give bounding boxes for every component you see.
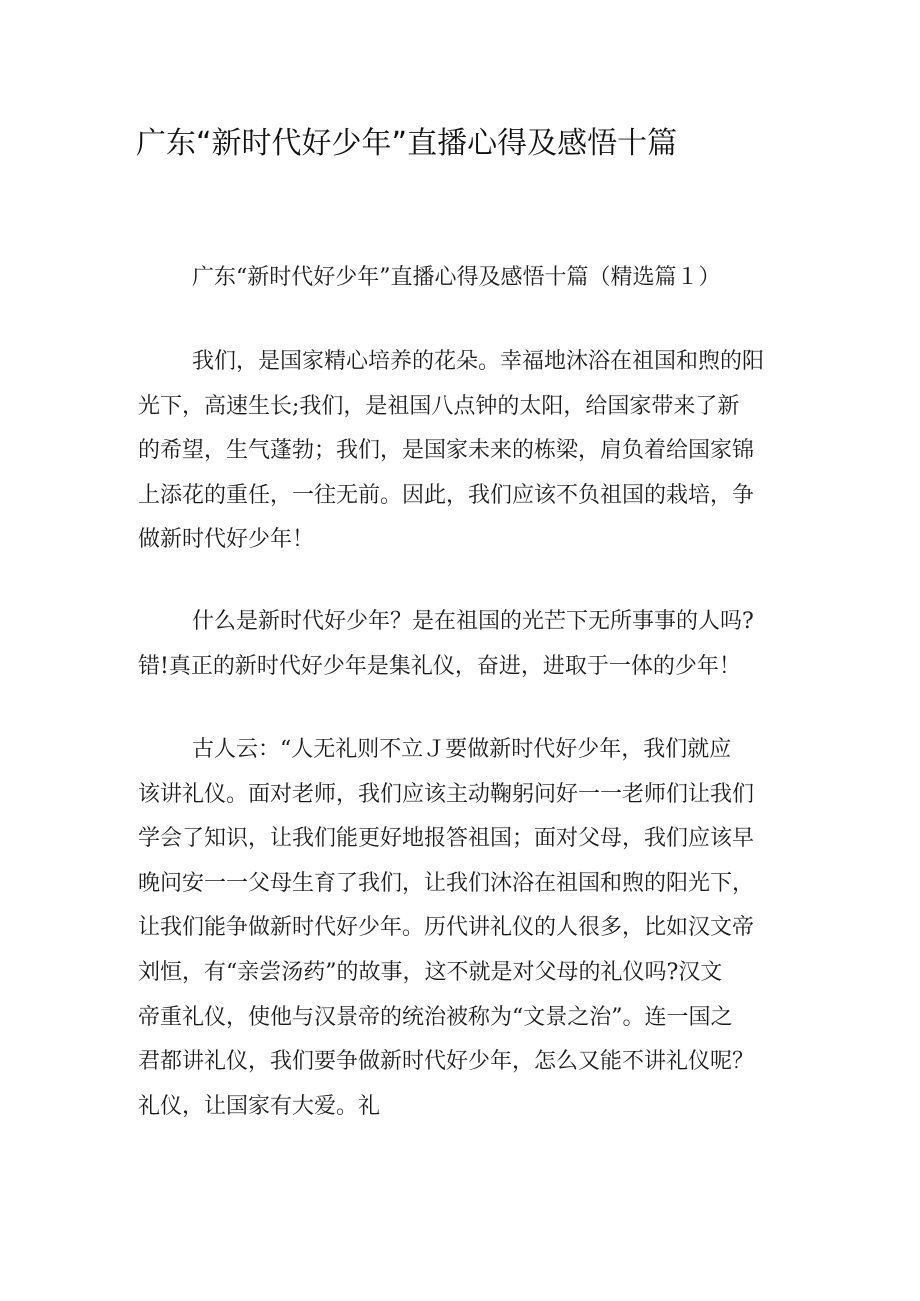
paragraph-line: 该讲礼仪。面对老师，我们应该主动鞠躬问好一一老师们让我们 bbox=[138, 781, 755, 807]
paragraph-line: 学会了知识，让我们能更好地报答祖国；面对父母，我们应该早 bbox=[138, 826, 755, 852]
paragraph-line: 君都讲礼仪，我们要争做新时代好少年，怎么又能不讲礼仪呢？ bbox=[138, 1049, 755, 1075]
paragraph-line: 礼仪，让国家有大爱。礼 bbox=[138, 1093, 381, 1119]
paragraph-line: 帝重礼仪，使他与汉景帝的统治被称为“文景之治”。连一国之 bbox=[138, 1004, 733, 1030]
paragraph-line: 的希望，生气蓬勃；我们，是国家未来的栋梁，肩负着给国家锦 bbox=[138, 438, 755, 464]
paragraph-line: 什么是新时代好少年？是在祖国的光芒下无所事事的人吗? bbox=[192, 609, 754, 634]
paragraph-line: 刘恒，有“亲尝汤药”的故事，这不就是对父母的礼仪吗?汉文 bbox=[138, 959, 723, 985]
paragraph-line: 上添花的重任，一往无前。因此，我们应该不负祖国的栽培，争 bbox=[138, 482, 755, 508]
paragraph-line: 晚问安一一父母生育了我们，让我们沐浴在祖国和煦的阳光下， bbox=[138, 870, 755, 896]
paragraph-line: 我们，是国家精心培养的花朵。幸福地沐浴在祖国和煦的阳 bbox=[192, 349, 765, 374]
paragraph-2 bbox=[138, 600, 798, 689]
paragraph-line: 古人云：“人无礼则不立Ｊ要做新时代好少年，我们就应 bbox=[192, 737, 732, 762]
section-subtitle: 广东“新时代好少年”直播心得及感悟十篇（精选篇１） bbox=[192, 265, 721, 290]
paragraph-3 bbox=[138, 728, 798, 1129]
paragraph-line: 让我们能争做新时代好少年。历代讲礼仪的人很多，比如汉文帝 bbox=[138, 915, 755, 941]
document-title: 广东“新时代好少年”直播心得及感悟十篇 bbox=[136, 126, 678, 161]
paragraph-1 bbox=[138, 340, 798, 563]
paragraph-line: 错!真正的新时代好少年是集礼仪，奋进，进取于一体的少年！ bbox=[138, 653, 741, 679]
paragraph-line: 做新时代好少年！ bbox=[138, 527, 315, 553]
paragraph-line: 光下，高速生长;我们，是祖国八点钟的太阳，给国家带来了新 bbox=[138, 393, 740, 419]
